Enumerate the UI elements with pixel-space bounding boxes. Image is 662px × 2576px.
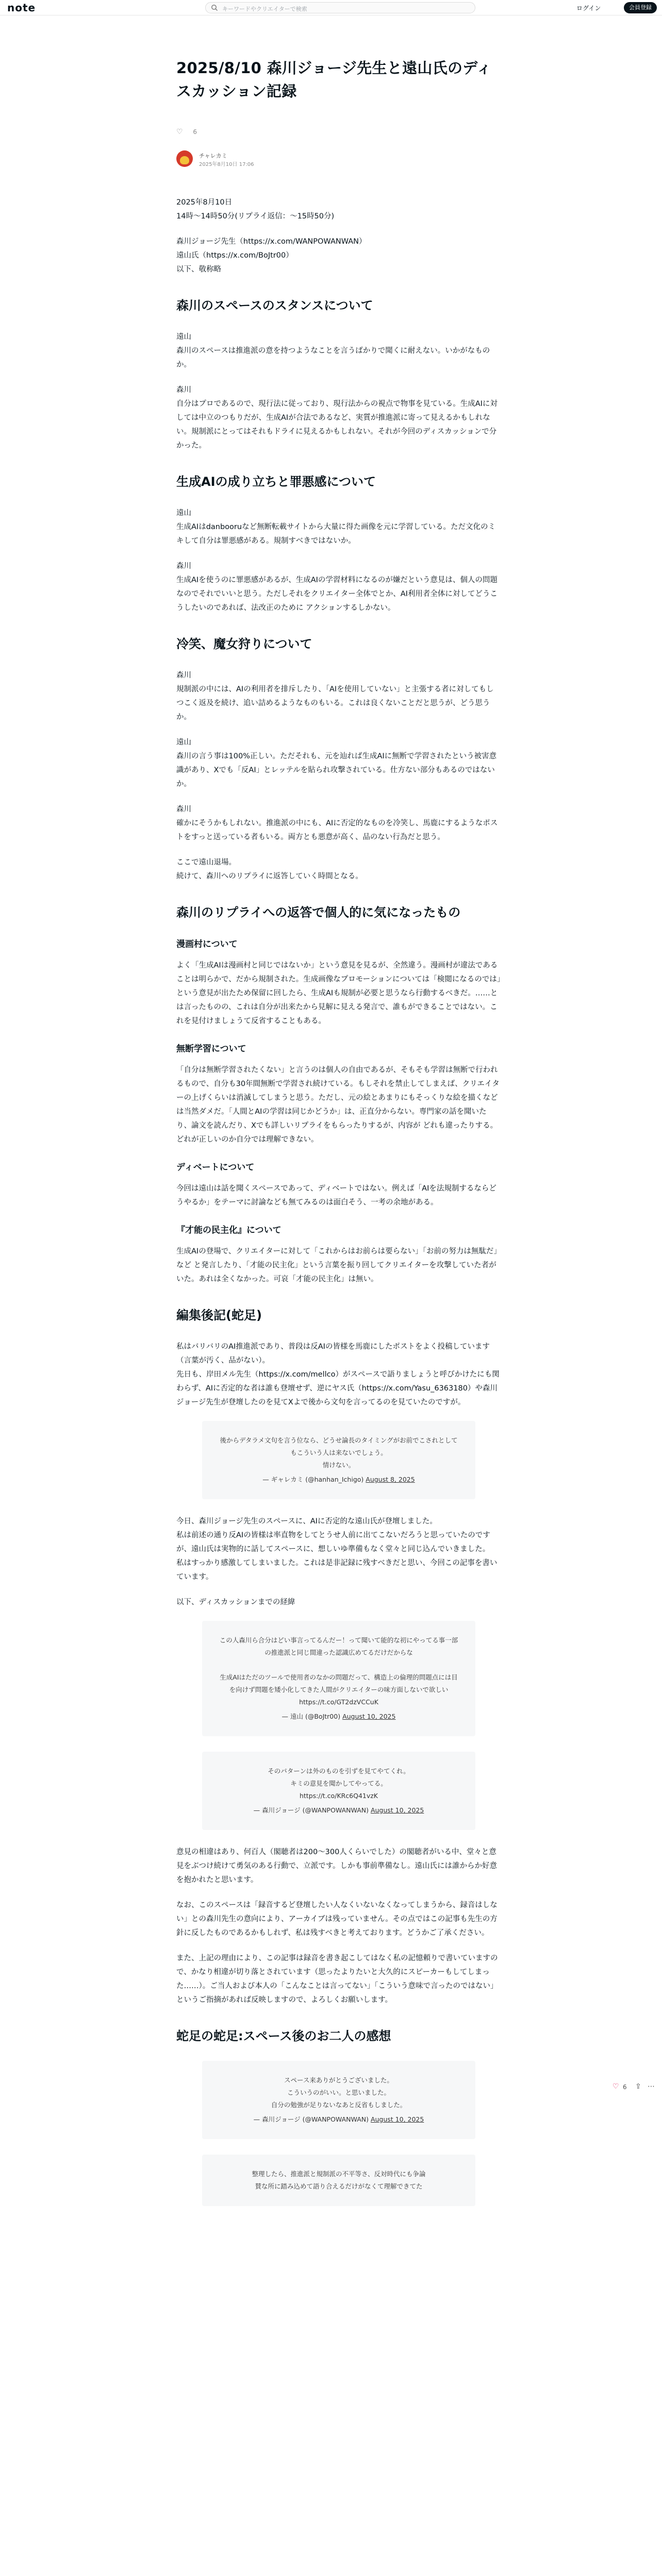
- search-box[interactable]: [205, 2, 475, 13]
- section-heading: 生成AIの成り立ちと罪悪感について: [176, 474, 376, 489]
- post-date: 2025年8月10日 17:06: [199, 162, 254, 167]
- paragraph: 生成AIの登場で、クリエイターに対して「これからはお前らは要らない」「お前の努力は無駄だ」など と発言したり、「才能の民主化」という言葉を振り回してクリエイターを攻撃していた者がいた。あれは全くなかった。可哀「才能の民主化」は無い。: [176, 1247, 501, 1283]
- paragraph: 私はバリバリのAI推進派であり、普段は反AIの皆様を馬鹿にしたポストをよく投稿しています（言葉が汚く、品がない）。 先日も、岸田メル先生（https://x.com/mellco）がスペースで語りましょうと呼びかけたにも関わらず、AIに否定的な者は誰も登壇せず、逆にヤス氏（https://x.com/Yasu_6363180）や森川ジョージ先生が登壇したのを見てXよで後から文句を言ってるのを見ていたのですが。: [176, 1343, 500, 1406]
- section-heading: 冷笑、魔女狩りについて: [176, 637, 312, 651]
- paragraph: 今回は遠山は話を聞くスペースであって、ディベートではない。例えば「AIを法規制するならどうやるか」をテーマに討論なども無てみるのは面白そう、一考の余地がある。: [176, 1184, 496, 1207]
- author-name[interactable]: チャレカミ: [199, 152, 227, 159]
- paragraph: 森川 自分はプロであるので、現行法に従っており、現行法からの視点で物事を見ている。生成AIに対しては中立のつもりだが、生成AIが合法であるなど、実質が推進派に寄って見えるかもしれない。規制派にとってはそれもドライに見えるかもしれない。それが今回のディスカッションで分かった。: [176, 386, 498, 450]
- embed-text: そのパターンは外のものを引ずを見てやてくれ。 キミの意見を聞かしてやってる。 https://t.co/KRc6Q41vzK: [268, 1767, 410, 1800]
- signup-button[interactable]: 会員登録: [624, 2, 657, 13]
- article-title: 2025/8/10 森川ジョージ先生と遠山氏のディスカッション記録: [176, 59, 492, 100]
- embedded-post[interactable]: [202, 2061, 475, 2139]
- intro-paragraph: 2025年8月10日 14時〜14時50分(リプライ返信：〜15時50分): [176, 198, 335, 221]
- author-avatar[interactable]: [176, 150, 193, 167]
- subsection-heading: 『才能の民主化』について: [176, 1225, 282, 1235]
- section-heading: 編集後記(蛇足): [176, 1308, 262, 1323]
- paragraph: 森川 規制派の中には、AIの利用者を排斥したり、「AIを使用していない」と主張する者に対してもしつこく返及を続け、追い詰めるようなものもいる。これは良くないことだと思うが、どう思うか。: [176, 671, 494, 721]
- note-logo[interactable]: note: [7, 2, 36, 14]
- embedded-post[interactable]: [202, 1421, 475, 1499]
- embed-credit: — 森川ジョージ (@WANPOWANWAN) August 10, 2025: [253, 1806, 424, 1814]
- embed-text: スペース来ありがとうございました。 こういうのがいい。と思いました。 自分の勉強が足りないなあと反省もしました。: [271, 2076, 407, 2109]
- section-heading: 蛇足の蛇足:スペース後のお二人の感想: [176, 2029, 391, 2043]
- site-header: [0, 0, 662, 15]
- section-heading: 森川のリプライへの返答で個人的に気になったもの: [176, 905, 461, 920]
- embed-date[interactable]: August 10, 2025: [370, 1806, 424, 1814]
- subsection-heading: ディベートについて: [176, 1162, 255, 1173]
- paragraph: 「自分は無断学習されたくない」と言うのは個人の自由であるが、そもそも学習は無断で行われるもので、自分も30年間無断で学習され続けている。もしそれを禁止してしまえば、クリエイターの上げくらいは消滅してしまうと思う。ただし、元の絵とあまりにもそっくりな絵を描くなどは当然ダメだ。「人間とAIの学習は同じかどうか」は、正直分からない。専門家の話を聞いたり、論文を読んだり、Xでも詳しいリプライをもらったりするが、内容が どれも違ったりする。どれが正しいのか自分では理解できない。: [176, 1066, 500, 1144]
- embed-credit: — 森川ジョージ (@WANPOWANWAN) August 10, 2025: [253, 2115, 424, 2123]
- author-block[interactable]: [176, 148, 383, 169]
- share-icon[interactable]: ⇪: [635, 2082, 641, 2091]
- heart-icon[interactable]: ♡: [613, 2082, 619, 2091]
- embed-text: この人森川ら合分はどい事言ってるんだー！って聞いて能的な初にやってる事一部の推進派と同じ間違った認識広めてるだけだからな 生成AIはただのツールで使用者のなかの問題だって、構造上の倫理的問題点には目を向けず問題を矮小化してきた人間がクリエイターの味方面しないで欲しい https://t.co/GT2dzVCCuK: [219, 1636, 458, 1706]
- section-heading: 森川のスペースのスタンスについて: [176, 298, 373, 313]
- paragraph: よく「生成AIは漫画村と同じではないか」という意見を見るが、全然違う。漫画村が違法であることは明らかで、だから規制された。生成画像なプロモーションについては「検閲になるのでは」という意見が出たため保留に回したら、生成AIも規制が必要と思うなら行動するべきだ。……とは言ったものの、これは自分が出来たから見解に見える発言で、誰もができることではない。これを見付けましょうて反省することもある。: [176, 961, 501, 1025]
- paragraph: ここで遠山退場。 続けて、森川へのリプライに返答していく時間となる。: [176, 858, 363, 880]
- like-count: 6: [193, 128, 197, 135]
- like-area: [176, 128, 197, 136]
- rail-like-count: 6: [623, 2083, 627, 2091]
- subsection-heading: 無断学習について: [176, 1044, 246, 1054]
- paragraph: また、上記の理由により、この記事は録音を書き起こしてはなく私の記憶頼りで書いていますので、かなり相違が切り落とされています（思ったよりたいと大久的にスピーカーもしてしまった……）。ご当人および本人の「こんなことは言ってない」「こういう意味で言ったのではない」というご指摘があれば反映しますので、よろしくお願いします。: [176, 1954, 498, 2004]
- paragraph: 森川 生成AIを使うのに罪悪感があるが、生成AIの学習材料になるのが嫌だという意見は、個人の問題なのでそれでいいと思う。ただしそれをクリエイター全体でとか、AI利用者全体に対してどうこうしたいのであれば、法改正のために アクションするしかない。: [176, 562, 498, 612]
- search-placeholder: キーワードやクリエイターで検索: [222, 6, 307, 12]
- floating-action-rail: [613, 2081, 657, 2095]
- subsection-heading: 漫画村について: [176, 939, 238, 950]
- embedded-post[interactable]: [202, 1621, 475, 1736]
- embed-date[interactable]: August 10, 2025: [370, 2115, 424, 2123]
- paragraph: 今日、森川ジョージ先生のスペースに、AIに否定的な遠山氏が登壇しました。 私は前述の通り反AIの皆様は率直物をしてとうせ人前に出てこないだろうと思っていたのですが、遠山氏は実物的に話してスペースに、想しいゆ準備もなく堂々と同じ込んでいきました。 私はすっかり感激してしまいました。これは是非記録に残すべきだと思い、今回この記事を書いています。: [176, 1517, 498, 1581]
- embed-text: 後からデタラメ文句を言う位なら、どうせ論長のタイミングがお前でこされとしてもこういう人は来ないでしょう。 情けない。: [220, 1436, 458, 1469]
- search-icon: [211, 4, 218, 11]
- embed-date[interactable]: August 8, 2025: [366, 1476, 415, 1483]
- article: [176, 57, 501, 2190]
- paragraph: 遠山 森川の言う事は100%正しい。ただそれも、元を辿れば生成AIに無断で学習されたという被害意識があり、Xでも「反AI」とレッテルを貼られ攻撃されている。仕方ない部分もあるのではないか。: [176, 738, 497, 788]
- embedded-post[interactable]: [202, 2155, 475, 2206]
- article-body: [176, 196, 501, 2222]
- login-link[interactable]: ログイン: [576, 5, 601, 12]
- more-icon[interactable]: ⋯: [648, 2082, 655, 2091]
- embed-credit: — ギャレカミ (@hanhan_Ichigo) August 8, 2025: [262, 1476, 415, 1483]
- embed-credit: — 遠山 (@BoJtr00) August 10, 2025: [282, 1713, 396, 1720]
- paragraph: 以下、ディスカッションまでの経緯: [176, 1598, 295, 1606]
- paragraph: 遠山 生成AIはdanbooruなど無断転載サイトから大量に得た画像を元に学習している。ただ文化のミキして自分は罪悪感がある。規制すべきではないか。: [176, 509, 496, 545]
- heart-icon[interactable]: ♡: [176, 128, 183, 136]
- embed-text: 整理したら、推進派と規制派の不平等さ、反対時代にも争論 賛な所に踏み込めて語り合えるだけがなくて理解できてた: [252, 2170, 426, 2190]
- paragraph: 意見の相違はあり、何百人（閣聴者は200〜300人くらいでした）の閣聴者がいる中、堂々と意見をぶつけ続けて勇気のある行動で、立派です。しかも事前準備なし。遠山氏には誰からか好意を抱かれたと思います。: [176, 1848, 498, 1884]
- embed-date[interactable]: August 10, 2025: [342, 1713, 396, 1720]
- paragraph: 森川 確かにそうかもしれない。推進派の中にも、AIに否定的なものを冷笑し、馬鹿にするようなポストをすっと送っている者もいる。両方とも悪意が高く、品のない行為だと思う。: [176, 805, 498, 841]
- embedded-post[interactable]: [202, 1752, 475, 1830]
- paragraph: なお、このスペースは「録音するど登壇したい人なくいないなくなってしまうから、録音はしない」との森川先生の意向により、アーカイブは残っていません。その点ではこの記事も先生の方針に反したものであるかもしれず、私は残すべきと考えております。どうかご了承ください。: [176, 1901, 498, 1937]
- intro-paragraph: 森川ジョージ先生（https://x.com/WANPOWANWAN） 遠山氏（https://x.com/BoJtr00） 以下、敬称略: [176, 238, 367, 274]
- paragraph: 遠山 森川のスペースは推進派の意を持つようなことを言うばかりで聞くに耐えない。いかがなものか。: [176, 333, 490, 369]
